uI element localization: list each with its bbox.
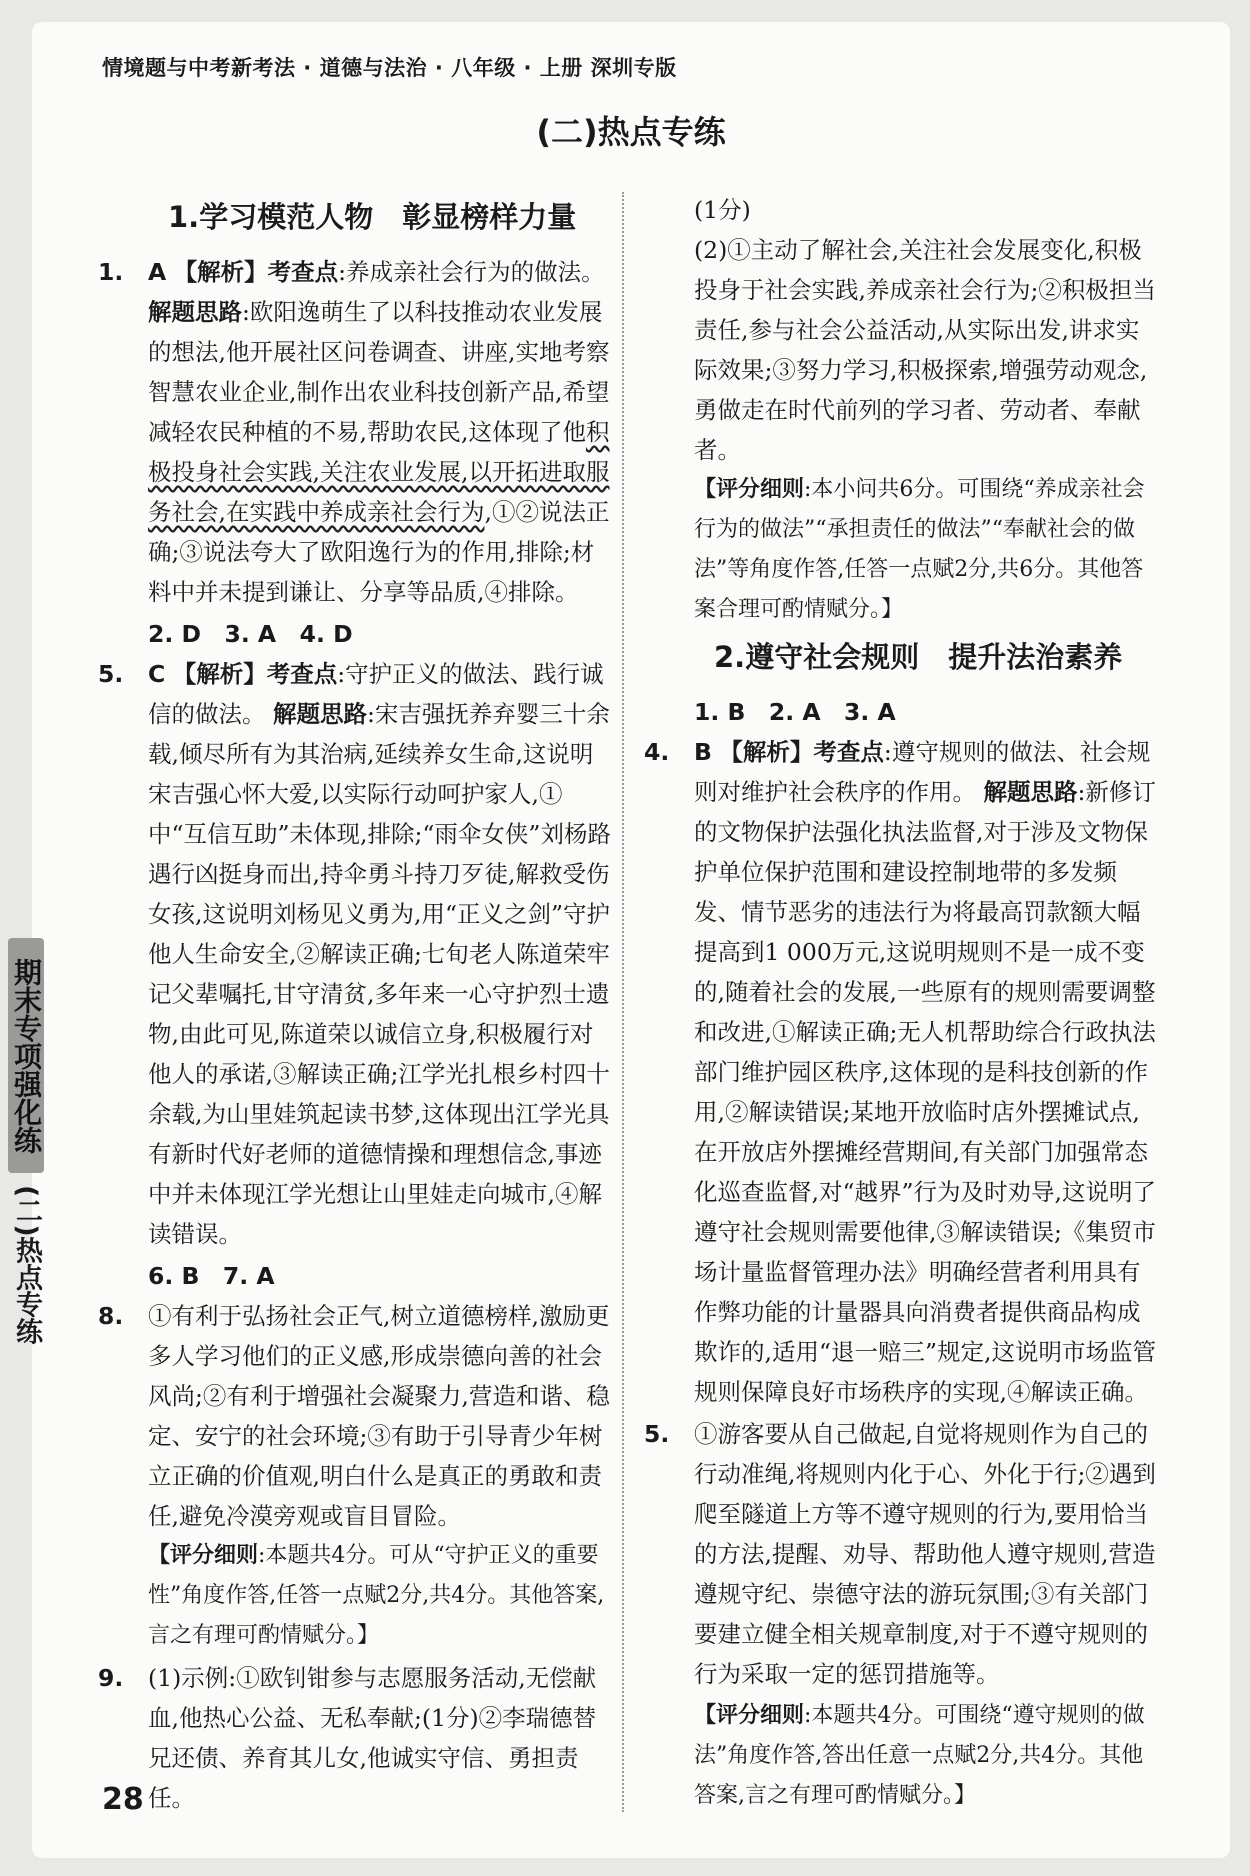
kaochadian-label: 考查点 — [267, 258, 339, 286]
right-column — [644, 190, 1159, 1816]
kaochadian-label: 考查点 — [266, 660, 338, 688]
question-number: 4. — [644, 738, 670, 766]
score-label: 【评分细则 — [694, 1703, 805, 1728]
question-9 — [98, 1658, 613, 1818]
column-divider — [622, 192, 624, 1812]
question-number: 1. — [98, 258, 124, 286]
question-number: 8. — [98, 1302, 124, 1330]
wavy-underlined-text: 积极投身社会实践,关注农业发展,以开拓进取服务社会,在实践中养成亲社会行为 — [148, 418, 610, 526]
question-5-right — [644, 1414, 1159, 1694]
question-number: 9. — [98, 1664, 124, 1692]
jiexi-label: 【解析】 — [173, 258, 268, 286]
silu-label: 解题思路 — [272, 700, 367, 728]
answer-text: (1)示例:①欧钊钳参与志愿服务活动,无偿献血,他热心公益、无私奉献;(1分)②李瑞德替兄还债、养育其儿女,他诚实守信、勇担责任。 — [148, 1664, 597, 1812]
q9-continued-2: (2)①主动了解社会,关注社会发展变化,积极投身于社会实践,养成亲社会行为;②积极担当责任,参与社会公益活动,从实际出发,讲求实际效果;③努力学习,积极探索,增强劳动观念,勇做走在时代前列的学习者、劳动者、奉献者。 — [694, 236, 1156, 464]
page — [32, 22, 1230, 1858]
q9-scoring-rubric — [644, 470, 1159, 630]
answers-2-4: 2. D 3. A 4. D — [148, 620, 353, 648]
answer-text: ①游客要从自己做起,自觉将规则作为自己的行动准绳,将规则内化于心、外化于行;②遇到爬至隧道上方等不遵守规则的行为,要用恰当的方法,提醒、劝导、帮助他人遵守规则,营造遵规守纪、崇德守法的游玩氛围;③有关部门要建立健全相关规章制度,对于不遵守规则的行为采取一定的惩罚措施等。 — [694, 1420, 1156, 1688]
question-5 — [98, 654, 613, 1254]
kaochadian-label: 考查点 — [813, 738, 884, 766]
answer: A — [148, 258, 167, 286]
kaochadian-text: :养成亲社会行为的做法。 — [338, 258, 605, 286]
q5-scoring-rubric — [644, 1696, 1159, 1816]
silu-text-a: :欧阳逸萌生了以科技推动农业发展的想法,他开展社区问卷调查、讲座,实地考察智慧农业企业,制作出农业科技创新产品,希望减轻农民种植的不易,帮助农民,这体现了他 — [148, 298, 610, 446]
left-column — [98, 190, 613, 1820]
q9-continued-1: (1分) — [694, 196, 751, 224]
answer: B — [694, 738, 712, 766]
section2-title: 2.遵守社会规则 提升法治素养 — [714, 640, 1123, 674]
scoring-rubric — [148, 1536, 613, 1656]
score-label: 【评分细则 — [694, 477, 805, 502]
question-8 — [98, 1296, 613, 1656]
book-header: 情境题与中考新考法 · 道德与法治 · 八年级 · 上册 深圳专版 — [102, 56, 677, 80]
jiexi-label: 【解析】 — [172, 660, 267, 688]
silu-text: :宋吉强抚养弃婴三十余载,倾尽所有为其治病,延续养女生命,这说明宋吉强心怀大爱,以实际行动呵护家人,①中“互信互助”未体现,排除;“雨伞女侠”刘杨路遇行凶挺身而出,持伞勇斗持刀歹徒,解救受伤女孩,这说明刘杨见义勇为,用“正义之剑”守护他人生命安全,②解读正确;七旬老人陈道荣牢记父辈嘱托,甘守清贫,多年来一心守护烈士遗物,由此可见,陈道荣以诚信立身,积极履行对他人的承诺,③解读正确;江学光扎根乡村四十余载,为山里娃筑起读书梦,这体现出江学光具有新时代好老师的道德情操和理想信念,事迹中并未体现江学光想让山里娃走向城市,④解读错误。 — [148, 700, 611, 1248]
question-1 — [98, 252, 613, 612]
question-4 — [644, 732, 1159, 1412]
silu-label: 解题思路 — [983, 778, 1078, 806]
question-number: 5. — [644, 1420, 670, 1448]
answers-1-3: 1. B 2. A 3. A — [694, 698, 896, 726]
page-number: 28 — [102, 1782, 144, 1817]
answers-6-7: 6. B 7. A — [148, 1262, 275, 1290]
kaochadian-text: :遵守规则的做法、社会规则对维护社会秩序的作用。 — [694, 738, 1151, 806]
score-text: :本题共4分。可围绕“遵守规则的做法”角度作答,答出任意一点赋2分,共4分。其他答案,言之有理可酌情赋分。】 — [694, 1703, 1145, 1808]
section1-title: 1.学习模范人物 彰显榜样力量 — [168, 200, 577, 234]
silu-text: :新修订的文物保护法强化执法监督,对于涉及文物保护单位保护范围和建设控制地带的多发频发、情节恶劣的违法行为将最高罚款额大幅提高到1 000万元,这说明规则不是一成不变的,随着社会的发展,一些原有的规则需要调整和改进,①解读正确;无人机帮助综合行政执法部门维护园区秩序,这体现的是科技创新的作用,②解读错误;某地开放临时店外摆摊试点,在开放店外摆摊经营期间,有关部门加强常态化巡查监督,对“越界”行为及时劝导,这说明了遵守社会规则需要他律,③解读错误;《集贸市场计量监督管理办法》明确经营者利用具有作弊功能的计量器具向消费者提供商品构成欺诈的,适用“退一赔三”规定,这说明市场监管规则保障良好市场秩序的实现,④解读正确。 — [694, 778, 1156, 1406]
answer-text: ①有利于弘扬社会正气,树立道德榜样,激励更多人学习他们的正义感,形成崇德向善的社会风尚;②有利于增强社会凝聚力,营造和谐、稳定、安宁的社会环境;③有助于引导青少年树立正确的价值观,明白什么是真正的勇敢和责任,避免冷漠旁观或盲目冒险。 — [148, 1302, 610, 1530]
score-label: 【评分细则 — [148, 1543, 259, 1568]
score-text: :本题共4分。可从“守护正义的重要性”角度作答,任答一点赋2分,共4分。其他答案,言之有理可酌情赋分。】 — [148, 1543, 605, 1648]
silu-label: 解题思路 — [148, 298, 242, 326]
answer: C — [148, 660, 166, 688]
question-number: 5. — [98, 660, 124, 688]
jiexi-label: 【解析】 — [719, 738, 814, 766]
silu-text-b: ,①②说法正确;③说法夸大了欧阳逸行为的作用,排除;材料中并未提到谦让、分享等品质,④排除。 — [148, 498, 610, 606]
kaochadian-text: :守护正义的做法、践行诚信的做法。 — [148, 660, 604, 728]
side-tab-hot-topics: (二)热点专练 — [11, 1185, 42, 1345]
page-title: (二)热点专练 — [536, 113, 726, 151]
score-text: :本小问共6分。可围绕“养成亲社会行为的做法”“承担责任的做法”“奉献社会的做法”等角度作答,任答一点赋2分,共6分。其他答案合理可酌情赋分。】 — [694, 477, 1145, 622]
side-tab-final-practice: 期末专项强化练 — [8, 938, 44, 1173]
